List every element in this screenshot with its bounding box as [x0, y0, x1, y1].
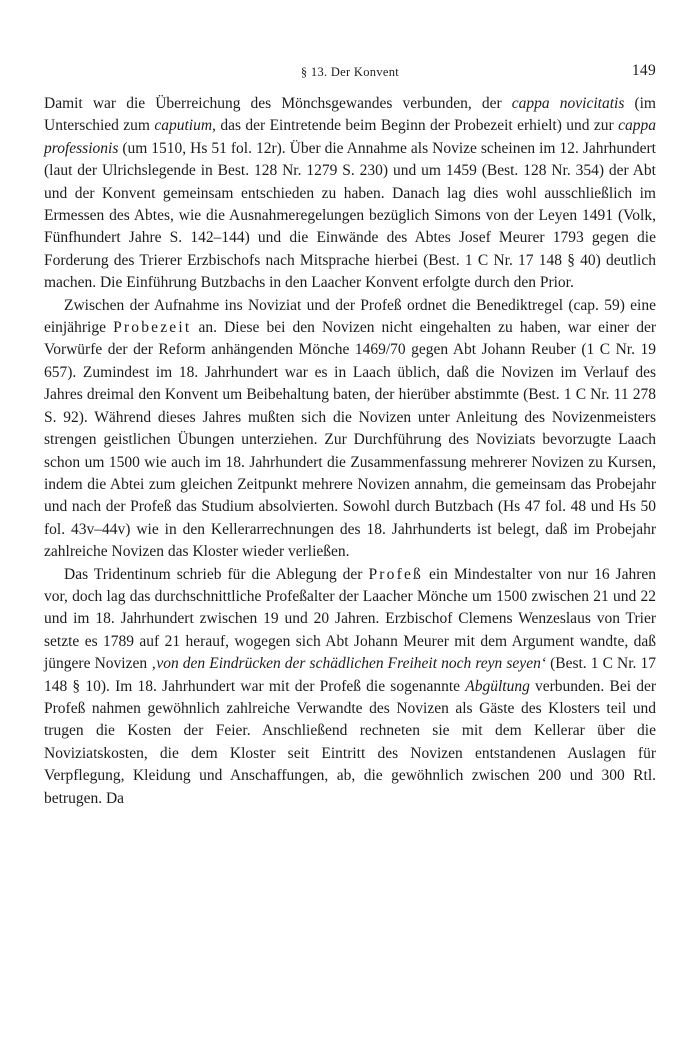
text-run: (Best. 1 C Nr. 17 148 § 10). Im 18. Jahrhundert war mit der Profeß die sogenannte: [44, 655, 656, 695]
text-run: verbunden. Bei der Profeß nahmen gewöhnlich zahlreiche Verwandte des Novizen als Gäste des Klosters teil und trugen die Kosten der Feier. Anschließend rechneten sie mit dem Kellerar über die Noviziatskosten, die dem Kloster seit Eintritt des Novizen entstandenen Auslagen für Verpflegung, Kleidung und Anschaffungen, ab, die gewöhnlich zwischen 200 und 300 Rtl. betrugen. Da: [44, 677, 656, 807]
italic-term: Abgültung: [465, 677, 530, 695]
body-text: [44, 93, 656, 810]
text-run: Zwischen der Aufnahme ins Noviziat und der Profeß ordnet die Benediktregel (cap. 59) eine einjährige: [44, 296, 656, 337]
text-run: das der Eintretende beim Beginn der Probezeit erhielt) und zur: [215, 117, 619, 135]
text-run: (um 1510, Hs 51 fol. 12r). Über die Annahme als Novize scheinen im 12. Jahrhundert (laut der Ulrichslegende in Best. 128 Nr. 1279 S. 230) und um 1459 (Best. 128 Nr. 354) der Abt und der Konvent gemeinsam entschieden zu haben. Danach lag dies wohl ausschließlich im Ermessen des Abtes, wie die Ausnahmeregelungen bezüglich Simons von der Leyen 1491 (Volk, Fünfhundert Jahre S. 142–144) und die Einwände des Abtes Josef Meurer 1793 gegen die Forderung des Trierer Erzbischofs nach Mitsprache hierbei (Best. 1 C Nr. 17 148 § 40) deutlich machen. Die Einführung Butzbachs in den Laacher Konvent erfolgte durch den Prior.: [44, 139, 656, 292]
running-head: [44, 64, 656, 84]
text-run: ein Mindestalter von nur 16 Jahren vor, doch lag das durchschnittliche Profeßalter der Laacher Mönche um 1500 zwischen 21 und 22 und im 18. Jahrhundert zwischen 19 und 20 Jahren. Erzbischof Clemens Wenzeslaus von Trier setzte es 1789 auf 21 herauf, wogegen sich Abt Johann Meurer mit dem Argument wandte, daß jüngere Novizen: [44, 565, 656, 673]
paragraph-3: [44, 564, 656, 810]
text-run: Das Tridentinum schrieb für die Ablegung der: [64, 565, 369, 583]
paragraph-2: [44, 295, 656, 564]
paragraph-1: [44, 93, 656, 295]
spaced-term: Probezeit: [113, 319, 192, 337]
italic-term: ‚von den Eindrücken der schädlichen Freiheit noch reyn seyen‘: [151, 655, 546, 673]
italic-term: caputium,: [154, 117, 216, 135]
text-run: Damit war die Überreichung des Mönchsgewandes verbunden, der: [44, 95, 512, 112]
text-run: an. Diese bei den Novizen nicht eingehalten zu haben, war einer der Vorwürfe der der Reform anhängenden Mönche 1469/70 gegen Abt Johann Reuber (1 C Nr. 19 657). Zumindest im 18. Jahrhundert war es in Laach üblich, daß die Novizen im Verlauf des Jahres dreimal den Konvent um Beibehaltung baten, der hierüber abstimmte (Best. 1 C Nr. 11 278 S. 92). Während dieses Jahres mußten sich die Novizen unter Anleitung des Novizenmeisters strengen geistlichen Übungen unterziehen. Zur Durchführung des Noviziats bevorzugte Laach schon um 1500 wie auch im 18. Jahrhundert die Zusammenfassung mehrerer Novizen zu Kursen, indem die Abtei zum gleichen Zeitpunkt mehrere Novizen annahm, die gemeinsam das Probejahr und nach der Profeß das Studium absolvierten. Sowohl durch Butzbach (Hs 47 fol. 48 und Hs 50 fol. 43v–44v) wie in den Kellerarrechnungen des 18. Jahrhunderts ist belegt, daß im Probejahr zahlreiche Novizen das Kloster wieder verließen.: [44, 319, 656, 561]
text-run: (im Unterschied zum: [44, 95, 656, 135]
page-number: 149: [631, 62, 656, 79]
italic-term: cappa novicitatis: [511, 95, 625, 112]
spaced-term: Profeß: [368, 565, 423, 583]
running-title: § 13. Der Konvent: [300, 65, 400, 79]
italic-term: cappa professionis: [44, 117, 656, 157]
